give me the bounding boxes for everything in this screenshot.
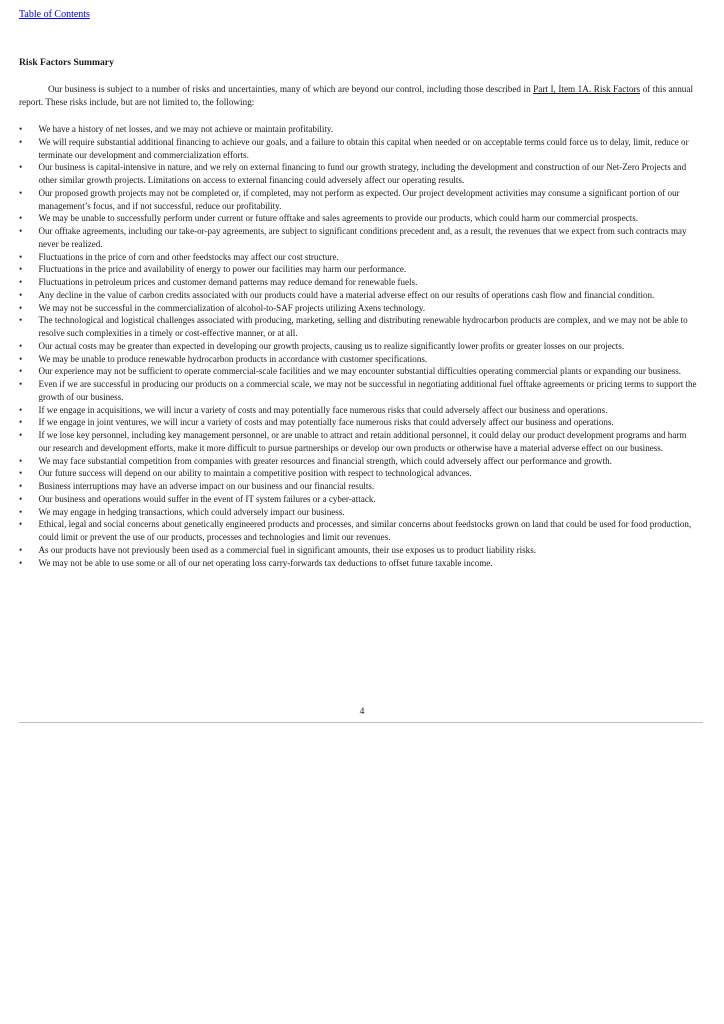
bullet-icon: •: [19, 353, 23, 364]
bullet-icon: •: [19, 417, 23, 428]
page-number: 4: [359, 706, 365, 717]
table-of-contents-link[interactable]: Table of Contents: [19, 9, 90, 20]
risk-factors-link[interactable]: Part I, Item 1A. Risk Factors: [533, 84, 641, 94]
risk-item-text: As our products have not previously been used as a commercial fuel in significant amounts, their use exposes us to product liability risks.: [38, 544, 536, 555]
bullet-icon: •: [19, 379, 23, 389]
risk-item-text: Fluctuations in the price and availability of energy to power our facilities may harm our performance.: [38, 264, 407, 275]
risk-item: [0, 429, 700, 455]
bullet-icon: •: [19, 481, 23, 491]
risk-item: [0, 455, 700, 468]
bullet-icon: •: [19, 404, 23, 415]
risk-item-text: Our business and operations would suffer in the event of IT system failures or a cyber-attack.: [38, 493, 376, 504]
intro-text-before: Our business is subject to a number of risks and uncertainties, many of which are beyond our control, including those described in: [48, 84, 534, 94]
bullet-icon: •: [19, 187, 23, 198]
risk-item-text: We may be unable to produce renewable hydrocarbon products in accordance with customer specifications.: [38, 353, 428, 364]
bullet-icon: •: [19, 468, 23, 479]
bullet-icon: •: [19, 506, 23, 517]
bullet-icon: •: [19, 455, 23, 466]
risk-item-text: We may be unable to successfully perform under current or future offtake and sales agreements to provide our products, which could harm our commercial prospects.: [38, 213, 639, 224]
risk-item: [0, 161, 700, 187]
risk-item: [0, 314, 700, 340]
bullet-icon: •: [19, 315, 23, 326]
risk-item-text: Our experience may not be sufficient to operate commercial-scale facilities and we may encounter substantial difficulties operating commercial plants or expanding our business.: [38, 366, 682, 377]
risk-item: [0, 340, 700, 353]
risk-item: [0, 251, 700, 264]
risk-item-text: Our actual costs may be greater than expected in developing our growth projects, causing us to realize significantly lower profits or greater losses on our projects.: [38, 340, 625, 351]
risk-item: [0, 378, 700, 404]
risk-item: [0, 557, 700, 570]
risk-item-text: We have a history of net losses, and we may not achieve or maintain profitability.: [38, 124, 334, 134]
risk-item-text: Even if we are successful in producing our products on a commercial scale, we may not be successful in negotiating additional fuel offtake agreements or pricing terms to support the growth of our business.: [38, 379, 697, 402]
risk-item-text: Our future success will depend on our ability to maintain a competitive position with respect to technological advances.: [38, 468, 472, 479]
risk-item: [0, 289, 700, 302]
risk-item-text: Any decline in the value of carbon credits associated with our products could have a material adverse effect on our results of operations cash flow and financial condition.: [38, 289, 655, 300]
bullet-icon: •: [19, 162, 23, 173]
risk-item: [0, 416, 700, 429]
risk-item-text: Fluctuations in petroleum prices and customer demand patterns may reduce demand for renewable fuels.: [38, 277, 418, 287]
risk-item: [0, 136, 700, 162]
bullet-icon: •: [19, 213, 23, 224]
bullet-icon: •: [19, 302, 23, 313]
risk-item-text: Business interruptions may have an adverse impact on our business and our financial results.: [38, 481, 375, 491]
bullet-icon: •: [19, 430, 23, 440]
risk-item-text: Our proposed growth projects may not be completed or, if completed, may not perform as expected. Our project development activities may consume a significant portion of our management’s focus, and if not successful, reduce our profitability.: [38, 187, 680, 211]
risk-item-text: If we lose key personnel, including key management personnel, or are unable to attract and retain additional personnel, it could delay our product development programs and harm our research and development efforts, make it more difficult to pursue partnerships or develop our own products or otherwise have a material adverse effect on our business.: [38, 430, 687, 453]
bullet-icon: •: [19, 366, 23, 377]
risk-item: [0, 544, 700, 557]
bullet-icon: •: [19, 493, 23, 504]
risk-item-text: Fluctuations in the price of corn and other feedstocks may affect our cost structure.: [38, 251, 339, 262]
risk-item-text: If we engage in acquisitions, we will incur a variety of costs and may potentially face numerous risks that could adversely affect our business and operations.: [38, 404, 608, 415]
risk-factors-list: [0, 123, 700, 569]
bullet-icon: •: [19, 136, 23, 147]
bullet-icon: •: [19, 340, 23, 351]
risk-item-text: Our business is capital-intensive in nature, and we rely on external financing to fund our growth strategy, including the development and construction of our Net-Zero Projects and other similar growth projects. Limitations on access to external financing could adversely affect our operating results.: [38, 162, 687, 185]
risk-item: [0, 212, 700, 225]
risk-item: [0, 353, 700, 366]
risk-item: [0, 365, 700, 378]
risk-item: [0, 404, 700, 417]
risk-item-text: Our offtake agreements, including our take-or-pay agreements, are subject to significant conditions precedent and, as a result, the revenues that we expect from such contracts may never be realized.: [38, 226, 687, 249]
risk-item: [0, 518, 700, 544]
risk-item: [0, 225, 700, 251]
risk-item-text: We may engage in hedging transactions, which could adversely impact our business.: [38, 506, 345, 517]
risk-item: [0, 276, 700, 289]
intro-text-after: of this annual report. These risks include, but are not limited to, the following:: [19, 84, 694, 107]
risk-item-text: We may face substantial competition from companies with greater resources and financial strength, which could adversely affect our performance and growth.: [38, 455, 612, 466]
risk-item: [0, 480, 700, 493]
risk-item-text: We may not be successful in the commercialization of alcohol-to-SAF projects utilizing Axens technology.: [38, 302, 426, 313]
bullet-icon: •: [19, 124, 23, 134]
risk-item: [0, 493, 700, 506]
page-divider: [19, 722, 703, 723]
bullet-icon: •: [19, 519, 23, 530]
risk-item: [0, 123, 700, 136]
bullet-icon: •: [19, 544, 23, 555]
bullet-icon: •: [19, 557, 23, 568]
risk-item: [0, 467, 700, 480]
risk-item: [0, 302, 700, 315]
risk-item-text: The technological and logistical challenges associated with producing, marketing, selling and distributing renewable hydrocarbon products are complex, and we may not be able to resolve such complexities in a timely or cost-effective manner, or at all.: [38, 315, 688, 338]
risk-item: [0, 187, 700, 213]
risk-item: [0, 506, 700, 519]
bullet-icon: •: [19, 226, 23, 236]
risk-item-text: Ethical, legal and social concerns about genetically engineered products and processes, and similar concerns about feedstocks grown on land that could be used for food production, could limit or prevent the use of our products, processes and technologies and limit our revenues.: [38, 519, 692, 542]
section-title: Risk Factors Summary: [19, 57, 114, 68]
risk-item: [0, 263, 700, 276]
bullet-icon: •: [19, 264, 23, 275]
risk-item-text: If we engage in joint ventures, we will incur a variety of costs and may potentially face numerous risks that could adversely affect our business and operations.: [38, 417, 614, 428]
bullet-icon: •: [19, 289, 23, 300]
risk-item-text: We will require substantial additional financing to achieve our goals, and a failure to obtain this capital when needed or on acceptable terms could force us to delay, limit, reduce or terminate our development and commercialization efforts.: [38, 136, 689, 160]
risk-item-text: We may not be able to use some or all of our net operating loss carry-forwards tax deductions to offset future taxable income.: [38, 557, 493, 568]
bullet-icon: •: [19, 251, 23, 262]
intro-paragraph: [19, 83, 693, 109]
bullet-icon: •: [19, 277, 23, 287]
